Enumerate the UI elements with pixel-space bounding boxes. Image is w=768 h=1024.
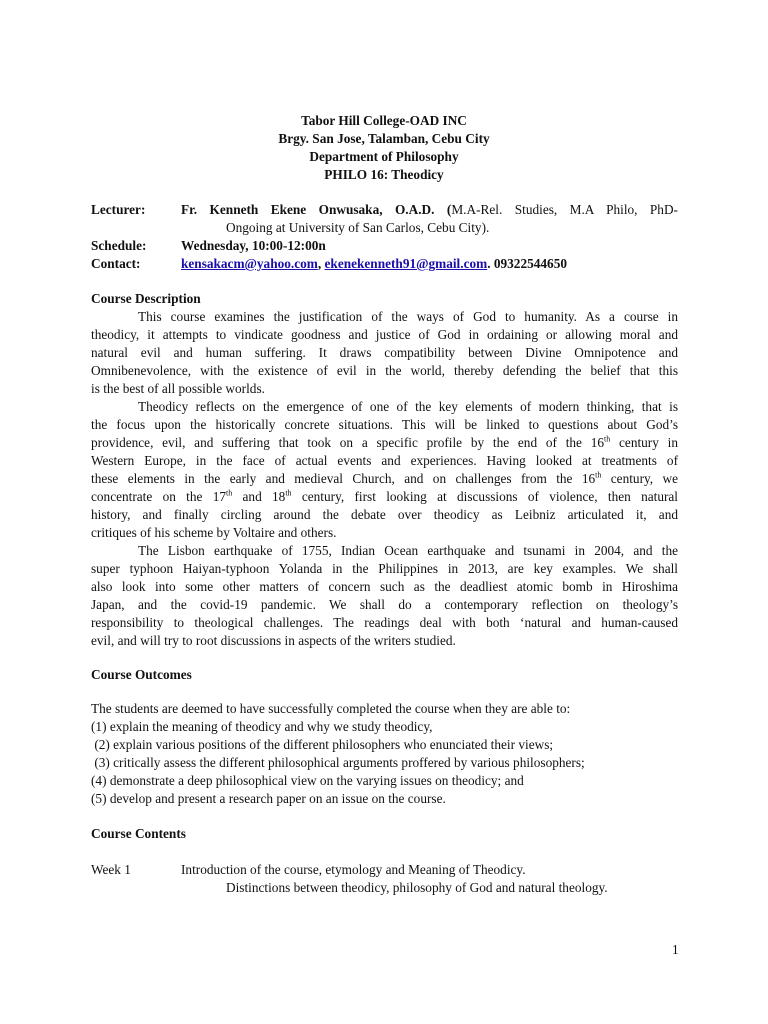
- course-contents-heading: Course Contents: [91, 826, 186, 841]
- email-link-gmail[interactable]: ekenekenneth91@gmail.com: [324, 256, 488, 271]
- outcome-item: (3) critically assess the different philosophical arguments proffered by various philosophers;: [91, 755, 585, 770]
- description-p3-line: The Lisbon earthquake of 1755, Indian Ocean earthquake and tsunami in 2004, and the: [138, 543, 678, 558]
- description-p3-line: super typhoon Haiyan-typhoon Yolanda in the Philippines in 2013, are key examples. We shall: [91, 561, 678, 576]
- outcomes-intro: The students are deemed to have successfully completed the course when they are able to:: [91, 701, 571, 716]
- description-p2-line: critiques of his scheme by Voltaire and others.: [91, 525, 337, 540]
- description-p1-line: natural evil and human suffering. It draws compatibility between Divine Omnipotence and: [91, 345, 678, 360]
- superscript-th: th: [595, 470, 602, 480]
- text-segment: century in: [610, 435, 678, 450]
- outcome-item: (4) demonstrate a deep philosophical view on the varying issues on theodicy; and: [91, 773, 524, 788]
- description-p2-line: [91, 489, 678, 505]
- description-p2-line: the focus upon the historically concrete situations. This will be linked to questions about God’s: [91, 417, 678, 432]
- lecturer-label: Lecturer:: [91, 202, 146, 217]
- outcome-item: (1) explain the meaning of theodicy and why we study theodicy,: [91, 719, 433, 734]
- description-p2-line: Western Europe, in the face of actual events and experiences. Having looked at treatments of: [91, 453, 678, 468]
- description-p2-line: [91, 435, 678, 451]
- description-p3-line: responsibility to theological challenges. The readings deal with both ‘natural and human-caused: [91, 615, 678, 630]
- text-segment: century, first looking at discussions of violence, then natural: [291, 489, 678, 504]
- lecturer-qualifications-cont: Ongoing at University of San Carlos, Cebu City).: [226, 220, 490, 235]
- text-segment: century, we: [601, 471, 678, 486]
- college-address: Brgy. San Jose, Talamban, Cebu City: [278, 131, 490, 146]
- phone-number: . 09322544650: [487, 256, 567, 271]
- contact-comma: ,: [317, 256, 322, 271]
- lecturer-line: [181, 202, 678, 218]
- outcome-item: (5) develop and present a research paper on an issue on the course.: [91, 791, 446, 806]
- description-p3-line: also look into some other matters of concern such as the deadliest atomic bomb in Hiroshima: [91, 579, 678, 594]
- week-topic: Introduction of the course, etymology and Meaning of Theodicy.: [181, 862, 526, 877]
- text-segment: providence, evil, and suffering that took on a specific profile by the end of the 16: [91, 435, 605, 450]
- course-description-heading: Course Description: [91, 291, 201, 306]
- lecturer-name: Fr. Kenneth Ekene Onwusaka, O.A.D. (: [181, 202, 452, 217]
- text-segment: concentrate on the 17: [91, 489, 226, 504]
- description-p2-line: history, and finally circling around the debate over theodicy as Leibniz articulated it, and: [91, 507, 678, 522]
- schedule-value: Wednesday, 10:00-12:00n: [181, 238, 326, 253]
- description-p1-line: is the best of all possible worlds.: [91, 381, 265, 396]
- superscript-th: th: [604, 434, 611, 444]
- college-name: Tabor Hill College-OAD INC: [301, 113, 467, 128]
- week-topic: Distinctions between theodicy, philosophy of God and natural theology.: [226, 880, 608, 895]
- week-label: Week 1: [91, 862, 131, 877]
- course-title: PHILO 16: Theodicy: [324, 167, 444, 182]
- superscript-th: th: [226, 488, 233, 498]
- lecturer-qualifications: M.A-Rel. Studies, M.A Philo, PhD-: [451, 202, 678, 217]
- contact-label: Contact:: [91, 256, 141, 271]
- description-p1-line: Omnibenevolence, with the existence of evil in the world, thereby defending the belief that this: [91, 363, 678, 378]
- description-p1-line: This course examines the justification of the ways of God to humanity. As a course in: [138, 309, 678, 324]
- text-segment: these elements in the early and medieval Church, and on challenges from the 16: [91, 471, 596, 486]
- outcome-item: (2) explain various positions of the different philosophers who enunciated their views;: [91, 737, 554, 752]
- text-segment: and 18: [232, 489, 286, 504]
- description-p1-line: theodicy, it attempts to vindicate goodness and justice of God in ordaining or allowing moral and: [91, 327, 678, 342]
- email-link-yahoo[interactable]: kensakacm@yahoo.com: [181, 256, 318, 271]
- contact-line: [181, 256, 567, 272]
- schedule-label: Schedule:: [91, 238, 147, 253]
- page-number: 1: [672, 942, 679, 957]
- department-name: Department of Philosophy: [309, 149, 459, 164]
- description-p2-line: Theodicy reflects on the emergence of one of the key elements of modern thinking, that is: [138, 399, 678, 414]
- description-p3-line: evil, and will try to root discussions in aspects of the writers studied.: [91, 633, 456, 648]
- description-p2-line: [91, 471, 678, 487]
- description-p3-line: Japan, and the covid-19 pandemic. We shall do a contemporary reflection on theology’s: [91, 597, 678, 612]
- superscript-th: th: [285, 488, 292, 498]
- course-outcomes-heading: Course Outcomes: [91, 667, 192, 682]
